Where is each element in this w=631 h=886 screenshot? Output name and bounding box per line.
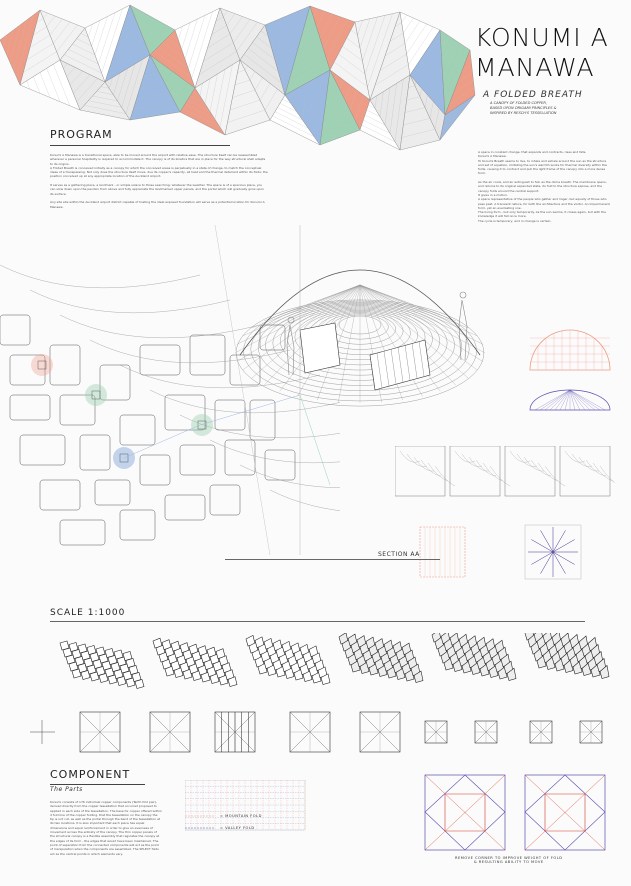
component-pattern <box>80 712 120 752</box>
map-block <box>10 395 50 420</box>
section-label: SECTION AA <box>378 551 420 558</box>
component-pattern <box>150 712 190 752</box>
component-pattern <box>215 712 255 752</box>
concept-text: A space in constant change, that expands and contracts, rises and falls. Konumi A Manawa. To Konumi Breath seems to live, to inhale and exhale around the sun as the structure and set of equation, imitating the sun's warmth works for thermal diversity within the folds, causing it to contract and pull the light frame of the canopy into a more dense form. As the air cools, and air extinguish to fall, as the dome breath. The membrane opens, and returns to its original expanded state, its fold to the structure expose, and the canopy folds around the central support. It gives in a motion. A space representative of the people who gather and linger, but equally of those who pass past. A transient nature, for both the architecture and the visitor. An impermanent form, yet an everlasting one. The living form - but only temporarily. As the sun warms, it closes again, but with the knowledge it will fall once more. The cycle is temporary, and in change is certain. <box>478 150 610 223</box>
map-block <box>50 345 80 385</box>
component-pattern <box>475 721 497 743</box>
map-block <box>180 445 215 475</box>
map-block <box>60 520 105 545</box>
fold-grid-pattern <box>185 780 370 870</box>
scale-label: SCALE 1:1000 <box>50 608 126 618</box>
component-rule <box>50 784 145 785</box>
component-pattern <box>425 721 447 743</box>
legend-valley: = VALLEY FOLD <box>220 826 255 830</box>
map-block <box>230 355 260 385</box>
large-pattern <box>425 775 505 850</box>
subtitle-description: A CANOPY OF FOLDED COPPER, BASED UPON ORIGAMI PRINCIPLES & INSPIRED BY RESCH'S TESSELLATION <box>490 101 557 115</box>
title-line-2: MANAWA <box>475 53 595 82</box>
map-block <box>265 450 295 480</box>
map-block <box>260 325 285 350</box>
map-block <box>215 400 245 430</box>
fold-stage <box>246 635 330 684</box>
large-fold-patterns <box>420 770 620 860</box>
remove-caption: REMOVE CORNER TO IMPROVE WEIGHT OF FOLD & RESULTING ABILITY TO MOVE <box>455 856 563 864</box>
map-block <box>120 510 155 540</box>
map-block <box>140 345 180 375</box>
folding-sequence-row <box>55 633 615 703</box>
section-drawings <box>415 522 625 582</box>
scale-rule <box>50 621 585 622</box>
site-marker <box>31 354 53 376</box>
component-subheading: The Parts <box>50 786 83 793</box>
subtitle: A FOLDED BREATH <box>483 90 583 100</box>
detail-drawings <box>395 446 615 506</box>
fold-stage <box>525 633 609 679</box>
map-block <box>165 495 205 520</box>
fold-stage <box>432 633 516 681</box>
component-pattern <box>290 712 330 752</box>
program-rule <box>50 145 230 146</box>
map-block <box>210 485 240 515</box>
detail-panel <box>395 446 445 496</box>
program-heading: PROGRAM <box>50 128 113 141</box>
detail-panel <box>505 446 555 496</box>
map-block <box>190 335 225 375</box>
dome-elevations <box>520 310 620 420</box>
map-block <box>80 435 110 470</box>
detail-panel <box>450 446 500 496</box>
component-pattern <box>530 721 552 743</box>
fold-stage <box>339 633 423 683</box>
legend-mountain: = MOUNTAIN FOLD <box>220 814 262 818</box>
detail-panel <box>560 446 610 496</box>
title-line-1: KONUMI A <box>475 23 609 52</box>
map-block <box>140 455 170 485</box>
map-block <box>95 480 130 505</box>
site-map <box>0 225 340 555</box>
fold-stage <box>153 638 237 686</box>
large-pattern <box>525 775 605 850</box>
component-text: Konumi consists of 176 individual copper components (Tenth fold pair), derived directly from the copper tessellation that occurred proposed to applied in each side of the tessellation. The base for copper offered within 4 fold line of the copper folding, that the tessellation on the canopy the tip is not cut, as well as the portal through the bend of the tessellation at its two locations. It is also important that each piece has equal dimensions and equal reinforcement in order to give an evenness of movement across the entirety of the canopy. The thin copper panels of the structural canopy is a flexible assembly that regulates the canopy at the edges of its form - the edges that would have been maintained. The point of separation from the connected components will act as the point of manipulation when the components are assembled. The SELECT folds act as the central points in which elements vary. <box>50 800 163 856</box>
map-block <box>40 480 80 510</box>
fold-stage <box>60 641 144 689</box>
component-pattern <box>360 712 400 752</box>
map-block <box>20 435 65 465</box>
component-patterns-row <box>25 702 615 762</box>
component-pattern <box>580 721 602 743</box>
site-marker <box>191 414 213 436</box>
site-marker <box>85 384 107 406</box>
section-rule <box>225 559 440 560</box>
program-text: Konumi A Manawa is a transitional space, able to be moved around the airport with relative ease. The structure itself can be reassembled wherever a personal hospitality is required to accommodate it. The canopy is of its kinetics that are in place for the way structural shell adapts to its origins. A Folded Breath is conceived initially as a canopy for which the conceived areas is perpetually in a state of change, to match the conceptual ideas of a transpassing. Not only does the structure itself move, due its copper's capacity, all heat and the thermal deterrent within its folds; the position conceived up at any appropriate location of the Auckland Airport. It serves as a gathering place, a landmark - or simple solace to those searching; whatever the weather. The space is of a spacious place, you can slow down upon the pavilion from above and fully appreciate the landmarked upper panels, and the portal which will gradually grow upon its surface. Any site site within the Auckland airport district capable of hosting the ideal exposed foundation will serve as a potential location for Konumi A Manawa. <box>50 153 268 209</box>
map-block <box>120 415 155 445</box>
map-block <box>0 315 30 345</box>
component-heading: COMPONENT <box>50 768 131 781</box>
